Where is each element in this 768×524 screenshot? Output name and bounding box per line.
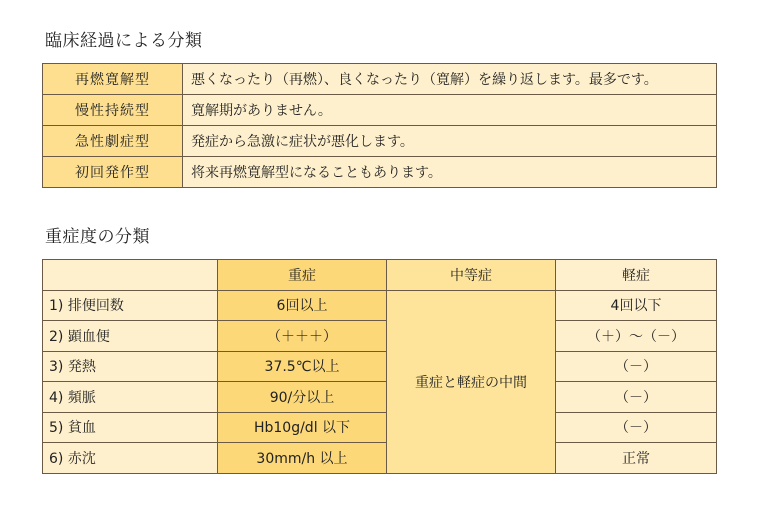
- course-description-cell: 悪くなったり（再燃）、良くなったり（寛解）を繰り返します。最多です。: [183, 64, 717, 95]
- course-type-cell: 再燃寛解型: [43, 64, 183, 95]
- severe-cell: Hb10g/dl 以下: [218, 412, 387, 443]
- moderate-cell: 重症と軽症の中間: [387, 290, 556, 473]
- header-moderate-cell: 中等症: [387, 260, 556, 291]
- course-description-cell: 発症から急激に症状が悪化します。: [183, 126, 717, 157]
- item-cell: 3) 発熱: [43, 351, 218, 382]
- severe-cell: （＋＋＋）: [218, 321, 387, 352]
- mild-cell: （－）: [556, 412, 717, 443]
- mild-cell: （＋）～（－）: [556, 321, 717, 352]
- course-type-cell: 慢性持続型: [43, 95, 183, 126]
- item-cell: 4) 頻脈: [43, 382, 218, 413]
- item-cell: 1) 排便回数: [43, 290, 218, 321]
- severity-table: [42, 259, 717, 474]
- clinical-course-table: [42, 63, 717, 188]
- item-cell: 6) 赤沈: [43, 443, 218, 474]
- header-item-cell: [43, 260, 218, 291]
- severe-cell: 30mm/h 以上: [218, 443, 387, 474]
- severe-cell: 37.5℃以上: [218, 351, 387, 382]
- mild-cell: （－）: [556, 351, 717, 382]
- table-row: [43, 351, 717, 382]
- course-type-cell: 初回発作型: [43, 157, 183, 188]
- header-severe-cell: 重症: [218, 260, 387, 291]
- mild-cell: 4回以下: [556, 290, 717, 321]
- table-row: [43, 412, 717, 443]
- item-cell: 5) 貧血: [43, 412, 218, 443]
- severe-cell: 90/分以上: [218, 382, 387, 413]
- mild-cell: （－）: [556, 382, 717, 413]
- severe-cell: 6回以上: [218, 290, 387, 321]
- item-cell: 2) 顕血便: [43, 321, 218, 352]
- table-row: [43, 382, 717, 413]
- table-row: [43, 443, 717, 474]
- table-row: [43, 157, 717, 188]
- course-type-cell: 急性劇症型: [43, 126, 183, 157]
- table-header-row: [43, 260, 717, 291]
- table-row: [43, 64, 717, 95]
- table-row: [43, 95, 717, 126]
- course-description-cell: 将来再燃寛解型になることもあります。: [183, 157, 717, 188]
- table-row: [43, 126, 717, 157]
- mild-cell: 正常: [556, 443, 717, 474]
- clinical-course-heading: 臨床経過による分類: [45, 31, 203, 51]
- table-row: [43, 321, 717, 352]
- course-description-cell: 寛解期がありません。: [183, 95, 717, 126]
- severity-heading: 重症度の分類: [45, 227, 150, 247]
- table-row: [43, 290, 717, 321]
- header-mild-cell: 軽症: [556, 260, 717, 291]
